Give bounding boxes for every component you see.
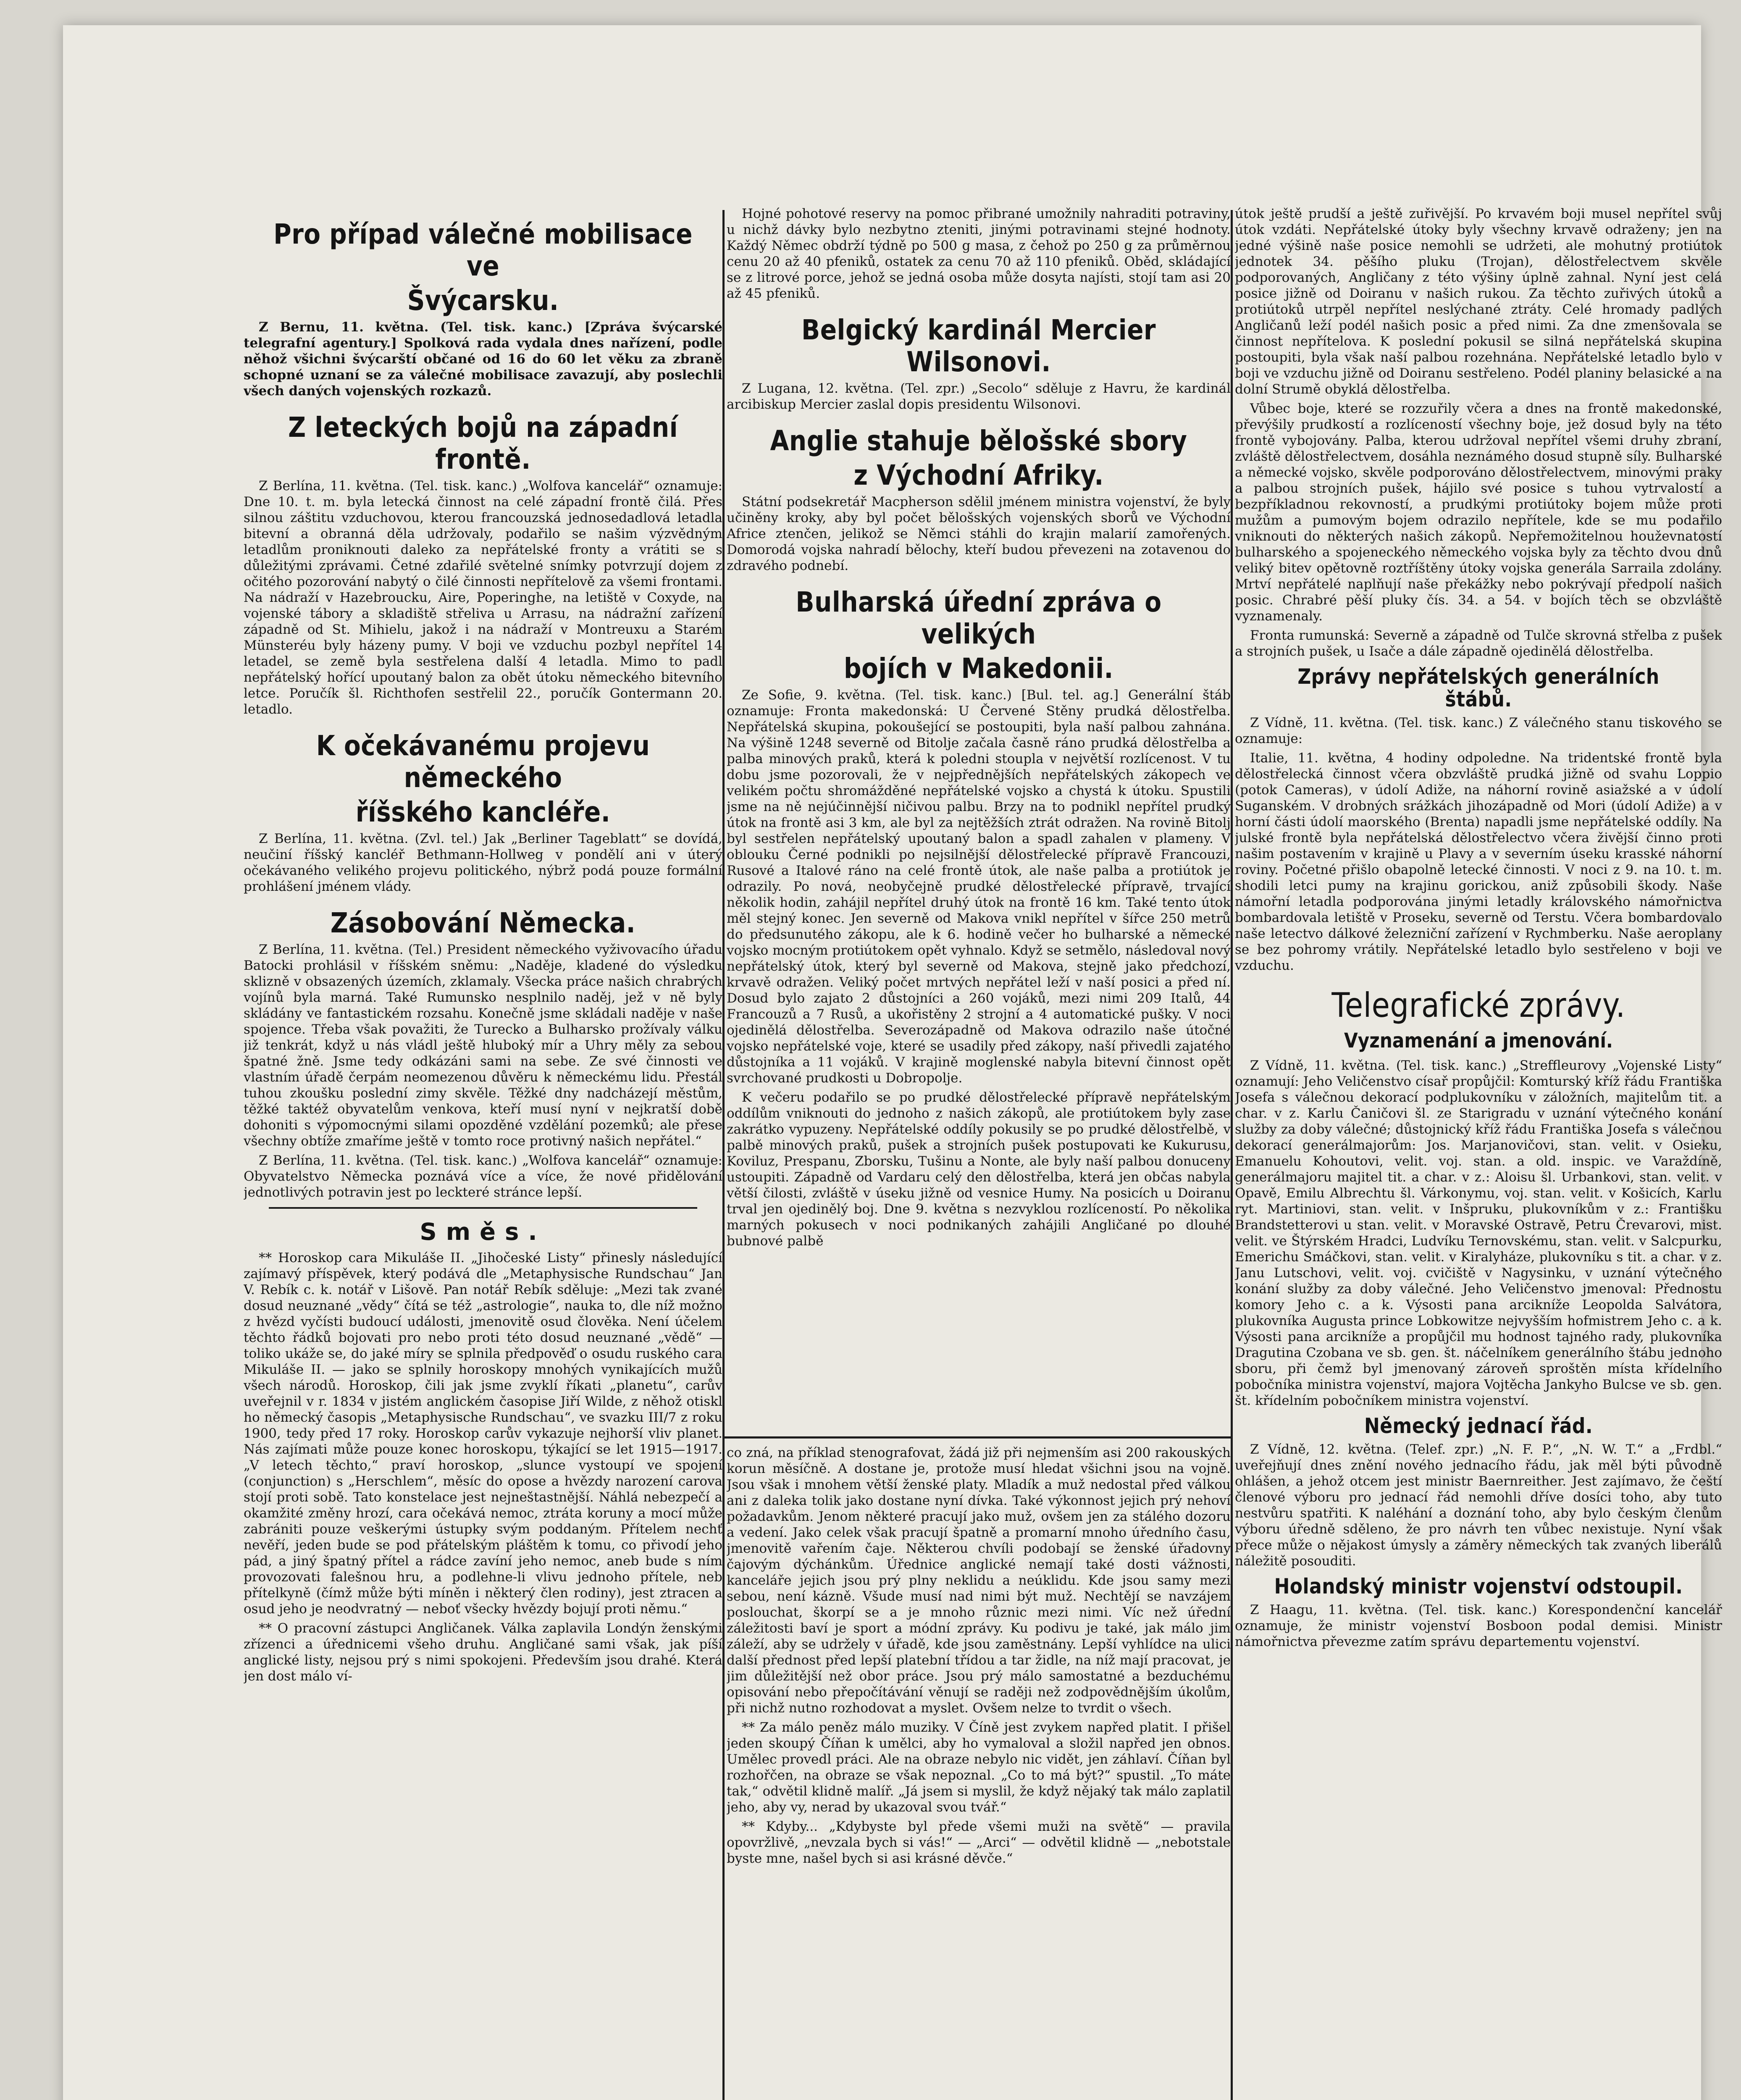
article-makedonie: Vůbec boje, které se rozzuřily včera a dnes na frontě makedonské, převýšily prudkostí a rozlíceností všechny boje, jež dosud byly na této frontě vybojovány. Palba, kterou udržoval nepřítel všemi druhy zbraní, zvláště dělostřelectvem, dosáhla neznámého dosud stupně síly. Bulharské a německé vojsko, skvěle podporováno dělostřelectvem, minovými praky a palbou strojních pušek, hájilo své posice s tuhou vytrvalostí a bezpříkladnou rekovností, a prudkými protiútoky bojem může proti mužům a pumovým bojem odrazilo nepřítele, kde se mu podařilo vniknouti do některých našich zákopů. Nepřemožitelnou houževnatostí bulharského a spojeneckého německého vojska byly za těchto dvou dnů veliký bitev opětovně roztříštěny útoky vojska generála Sarraila zdolány. Mrtví nepřátelé naplňují naše překážky nebo pokrývají předpolí našich posic. Chrabré pěší pluky čís. 34. a 54. v bojích těch se obzvláště vyznamenaly. [1235,401,1722,624]
article-anglie: Státní podsekretář Macpherson sdělil jménem ministra vojenství, že byly učiněny kroky, aby byl počet bělošských vojenských sborů ve Východní Africe ztenčen, jelikož se Němci stáhli do krajin malarií zamořených. Domorodá vojska nahradí bělochy, kteří budou převezeni na zotavenou do zdravého podnebí. [727,494,1231,573]
article-letecke-boje: Z Berlína, 11. května. (Tel. tisk. kanc.) „Wolfova kancelář“ oznamuje: Dne 10. t. m. byla letecká činnost na celé západní frontě čilá. Přes silnou záštitu vzduchovou, kterou francouzská jednosedadlová letadla bitevní a obranná děla udržovaly, podařilo se našim výzvědným letadlům proniknouti daleko za nepřátelské fronty a vrátiti se s důležitými zprávami. Četné zdařilé světelné snímky potvrzují dojem z očitého pozorování nabytý o čilé činnosti nepřítelově za všemi frontami. Na nádraží v Hazebroucku, Aire, Poperinghe, na letiště v Coxyde, na vojenské tábory a skladiště střeliva u Arrasu, na nádražní zařízení západně od St. Mihielu, jakož i na nádraží v Montreuxu a Starém Münsteréu byly házeny pumy. V boji ve vzduchu pozbyl nepřítel 14 letadel, se země byla sestřelena další 4 letadla. Mimo to padl nepřátelský hořící upoutaný balon za obět útoku německého bitevního letce. Poručík šl. Richthofen sestřelil 22., poručík Gontermann 20. letadlo. [244,478,722,717]
column-right [1235,206,1722,2100]
article-holandsky-ministr: Z Haagu, 11. května. (Tel. tisk. kanc.) Korespondenční kancelář oznamuje, že ministr vojenství Bosboon podal demisi. Ministr námořnictva převezme zatím správu departementu vojenství. [1235,1602,1722,1649]
article-bulharska-1: Ze Sofie, 9. května. (Tel. tisk. kanc.) [Bul. tel. ag.] Generální štáb oznamuje: Fronta makedonská: U Červené Stěny prudká dělostřelba. Nepřátelská skupina, pokoušející se postoupiti, byla naší palbou zahnána. Na výšině 1248 severně od Bitolje začala časně ráno prudká dělostřelba a palba minových praků, která k poledni stoupla v největší rozlícenost. V tu dobu jsme pozorovali, že v nejpřednějších nepřátelských zákopech ve velikém počtu shromážděné nepřátelské vojsko a chystá k útoku. Spustili jsme na ně nejúčinnější ničivou palbu. Brzy na to podnikl nepřítel prudký útok na frontě asi 3 km, ale byl za nejtěžších ztrát odražen. Na rovině Bitolj byl sestřelen nepřátelský upoutaný balon a spadl zahalen v plameny. V oblouku Černé podnikli po nejsilnější dělostřelecké přípravě Francouzi, Rusové a Italové ráno na celé frontě útok, ale naše palba a protiútok je odrazily. Po nová, neobyčejně prudké dělostřelecké přípravě, trvající několik hodin, zahájil nepřítel druhý útok na frontě 16 km. Také tento útok měl stejný konec. Jen severně od Makova vnikl nepřítel v šířce 250 metrů do předsunutého zákopu, ale k 6. hodině večer ho bulharské a německé vojsko mocným protiútokem opět vyhnalo. Když se setmělo, následoval nový nepřátelský útok, který byl severně od Makova, stejně jako předchozí, krvavě odražen. Veliký počet mrtvých nepřátel leží v naší posici a před ní. Dosud bylo zajato 2 důstojníci a 260 vojáků, mezi nimi 209 Italů, 44 Francouzů a 7 Rusů, a ukořistěny 2 strojní a 4 automatické pušky. V noci ojedinělá dělostřelba. Severozápadně od Makova odrazilo naše útočné vojsko nepřátelské voje, které se usadily před zákopy, naší přivedli zajatého důstojníka a 11 vojáků. V krajině moglenské nabyla bitevní činnost opět svrchované prudkosti u Dobropolje. [727,688,1231,1086]
headline-anglie-2: z Východní Afriky. [853,459,1104,491]
headline-projev-kanclere: K očekávanému projevu německého [316,730,650,794]
newspaper-page [63,25,1722,2100]
section-divider [269,1207,697,1209]
section-rule [725,1436,1231,1438]
column-middle-lower [727,1445,1231,2100]
article-zasobovani-2: Z Berlína, 11. května. (Tel. tisk. kanc.) „Wolfova kancelář“ oznamuje: Obyvatelstvo Německa poznává více a více, že nové přidělování jednotlivých potravin jest po leckteré stránce lepší. [244,1153,722,1200]
article-reservy: Hojné pohotové reservy na pomoc přibrané umožnily nahraditi potraviny, u nichž dávky bylo nezbytno zteniti, jinými potravinami stejné hodnoty. Každý Němec obdrží týdně po 500 g masa, z čehož po 250 g za průměrnou cenu 20 až 40 pfeniků, ostatek za cenu 70 až 110 pfeniků. Oběd, skládající se z litrové porce, jehož se jedná osoba může dosyta najísti, stojí tam asi 20 až 45 pfeniků. [727,206,1231,301]
article-zpravy-1: Z Vídně, 11. května. (Tel. tisk. kanc.) Z válečného stanu tiskového se oznamuje: [1235,715,1722,746]
article-kdyby: ** Kdyby... „Kdybyste byl přede všemi muži na světě“ — pravila opovržlivě, „nevzala bych si vás!“ — „Arci“ — odvětil klidně — „nebotstale byste mne, našel bych si asi krásné děvče.“ [727,1819,1231,1866]
headline-mobilisace-2: Švýcarsku. [407,284,559,317]
column-rule [1231,210,1233,2100]
article-projev-kanclere: Z Berlína, 11. května. (Zvl. tel.) Jak „Berliner Tageblatt“ se dovídá, neučiní říšský kancléř Bethmann-Hollweg v pondělí ani v úterý očekávaného velikého projevu politického, nýbrž podá pouze formální prohlášení jménem vlády. [244,831,722,894]
article-jednaci-rad: Z Vídně, 12. května. (Telef. zpr.) „N. F. P.“, „N. W. T.“ a „Frdbl.“ uveřejňují dnes znění nového jednacího řádu, jak měl býti původně ohlášen, a jehož otcem jest ministr Baernreither. Jest zajímavo, že čeští členové výboru pro jednací řád nemohli dříve dosíci toho, aby tuto nestvůru spatřiti. K naléhání a doznání toho, aby bylo českým členům výboru úředně sděleno, že pro návrh ten vůbec nexistuje. Nyní však přece může o nějakost úmysly a záměry německých tak zvaných liberálů náležitě posouditi. [1235,1442,1722,1569]
article-mobilisace: Z Bernu, 11. května. (Tel. tisk. kanc.) [Zpráva švýcarské telegrafní agentury.] Spolková rada vydala dnes nařízení, podle něhož všichni švýcarští občané od 16 do 60 let věku za zbraně schopné uznaní se za válečné mobilisace zavazují, aby poslechli všech daných vojenských rozkazů. [244,320,722,399]
headline-mobilisace: Pro případ válečné mobilisace ve [273,218,693,282]
article-zastupce: ** O pracovní zástupci Angličanek. Válka zaplavila Londýn ženskými zřízenci a úřednicemi všeho druhu. Angličané sami však, jak píší anglické listy, nejsou prý s nimi spokojeni. Především jsou drahé. Která jen dost málo ví- [244,1621,722,1684]
article-bulharska-2: K večeru podařilo se po prudké dělostřelecké přípravě nepřátelským oddílům vniknouti do jednoho z našich zákopů, ale protiútokem byly zase zakrátko vypuzeny. Nepřátelské oddíly pokusily se po prudké dělostřelbě, v palbě minových praků, pušek a strojních pušek postupovati ke Kukurusu, Koviluz, Prespanu, Zborsku, Tušinu a Nonte, ale byly naší palbou donuceny ustoupiti. Západně od Vardaru celý den dělostřelba, která jen občas nabyla větší čilosti, zvláště v úseku jižně od vesnice Humy. Na posicích u Doiranu trval jen ojedinělý boj. Dne 9. května s nezvyklou rozlíceností. Po několika marných pokusech v noci podnikaných zahájili Angličané po dlouhé bubnové palbě [727,1090,1231,1249]
headline-bulharska-2: bojích v Makedonii. [844,652,1113,685]
headline-jednaci-rad: Německý jednací řád. [1364,1414,1593,1438]
article-muziky: ** Za málo peněz málo muziky. V Číně jest zvykem napřed platit. I přišel jeden skoupý Číňan k umělci, aby ho vymaloval a složil napřed jen obnos. Umělec provedl práci. Ale na obraze nebylo nic vidět, jen záhlaví. Číňan byl rozhořčen, na obraze se však nepoznal. „Co to má být?“ spustil. „To máte tak,“ odvětil klidně malíř. „Já jsem si myslil, že když nějaký tak málo zaplatil jeho, aby vy, nerad by ukazoval svou tvář.“ [727,1720,1231,1815]
headline-smes: Směs. [420,1218,546,1246]
headline-projev-kanclere-2: říšského kancléře. [355,796,611,828]
article-horoskop: ** Horoskop cara Mikuláše II. „Jihočeské Listy“ přinesly následující zajímavý příspěvek, který podává dle „Metaphysische Rundschau“ Jan V. Rebík c. k. notář v Lišově. Pan notář Rebík sděluje: „Mezi tak zvané dosud neuznané „vědy“ čítá se též „astrologie“, nauka to, dle níž možno z hvězd vyčísti budoucí události, jmenovitě osud člověka. Není účelem těchto řádků bojovati pro nebo proti této dosud neuznané „vědě“ — toliko ukáže se, do jaké míry se splnila předpověď o osudu ruského cara Mikuláše II. — jako se splnily horoskopy mnohých vynikajících mužů všech národů. Horoskop, čili jak jsme zvyklí říkati „planetu“, carův uveřejnil v r. 1834 v jistém anglickém časopise Jiří Wilde, z něhož otiskl ho německý časopis „Metaphysische Rundschau“, ve svazku III/7 z roku 1900, tedy před 17 roky. Horoskop carův vykazuje nejhorší vliv planet. Nás zajímati může pouze konec horoskopu, týkající se let 1915—1917. „V letech těchto,“ praví horoskop, „slunce vystoupí ve spojení (conjunction) s „Herschlem“, měsíc do opose a hvězdy narození carova stojí proti sobě. Tato konstelace jest nejneštastnější. Náhlá nebezpečí a okamžité změny hrozí, cara očekává nemoc, ztráta koruny a mocí může zabrániti pouze veškerými ústupky svým poddaným. Přítelem nechť nevěří, jeden bude se pod přátelským pláštěm k tomu, co přivodí jeho pád, a jiný špatný přítel a rádce zavíní jeho nemoc, aneb bude s ním provozovati falešnou hru, a podlehne-li vlivu jednoho přítele, neb přítelkyně (čímž může býti míněn i některý člen rodiny), jest ztracen a osud jeho je neodvratný — neboť všecky hvězdy bojují proti němu.“ [244,1250,722,1617]
article-zasobovani-1: Z Berlína, 11. května. (Tel.) President německého vyživovacího úřadu Batocki prohlásil v říšském sněmu: „Naděje, kladené do výsledku sklizně v obsazených územích, zklamaly. Všecka práce našich chrabrých vojínů byla marná. Také Rumunsko nesplnilo naděj, jež v ně byly skládány ve fantastickém rozsahu. Konečně jsme skládali naděje v naše spojence. Třeba však považiti, že Turecko a Bulharsko prožívaly válku již tenkrát, když u nás vládl ještě hluboký mír a Uhry měly za sebou špatné žně. Jsme tedy odkázáni sami na sebe. Ze své činnosti ve vlastním úřadě čerpám neomezenou důvěru k německému lidu. Přestál tuhou zkoušku poslední zimy skvěle. Těžké dny nadcházejí městům, těžké taktéž obyvatelům venkova, kteří musí nyní v nejkratší době dohoniti s výpomocnými silami opozděné vzdělání pozemků; ale přese všechny obtíže zmaříme ještě v tomto roce protivný našich nepřátel.“ [244,942,722,1149]
headline-letecke-boje: Z leteckých bojů na západní frontě. [288,411,678,475]
article-dojran: útok ještě prudší a ještě zuřivější. Po krvavém boji musel nepřítel svůj útok vzdáti. Nepřátelské útoky byly všechny krvavě odraženy; jen na jedné výšině naše posice nemohli se udržeti, ale mohutný protiútok jednotek 34. pěšího pluku (Trojan), dělostřelectvem skvěle podporovaných, Angličany z této výšiny úplně zahnal. Nyní jest celá posice jižně od Doiranu v našich rukou. Za těchto zuřivých útoků a protiútoků utrpěl nepřítel neslýchané ztráty. Celé hromady padlých Angličanů leží podél našich posic a před nimi. Za dne zmenšovala se činnost nepřítelova. K poslední pokusil se silná nepřátelská skupina postoupiti, byla však naší palbou rozehnána. Nepřátelské letadlo bylo v boji ve vzduchu jižně od Doiranu sestřeleno. Podél planiny belasické a na dolní Strumě obyklá dělostřelba. [1235,206,1722,397]
headline-zpravy-stabu: Zprávy nepřátelských generálních štábů. [1297,664,1660,711]
headline-mercier: Belgický kardinál Mercier Wilsonovi. [801,314,1156,378]
column-left [244,206,722,2100]
headline-anglie: Anglie stahuje bělošské sbory [770,425,1187,457]
headline-vyznamenani: Vyznamenání a jmenování. [1344,1029,1613,1053]
article-mercier: Z Lugana, 12. května. (Tel. zpr.) „Secolo“ sděluje z Havru, že kardinál arcibiskup Mercier zaslal dopis presidentu Wilsonovi. [727,381,1231,412]
column-middle [727,206,1231,1432]
article-stenograf: co zná, na příklad stenografovat, žádá již při nejmenším asi 200 rakouských korun měsíčně. A dostane je, protože musí hledat všichni jsou na vojně. Jsou však i mnohem větší ženské platy. Mladík a muž nedostal před válkou ani z daleka tolik jako dostane nyní dívka. Také výkonnost jejich prý nehoví požadavkům. Jenom některé pracují jako muž, ovšem jen za stálého dozoru a vedení. Jako celek však pracují špatně a promarní mnoho úředního času, jmenovitě vařením čaje. Některou chvíli podobají se ženské úřadovny čajovým dýchánkům. Úřednice anglické nemají také dosti vážnosti, kanceláře jejich jsou prý plny neklidu a neúklidu. Kde jsou samy mezi sebou, není kázně. Všude musí nad nimi být muž. Nechtějí se navzájem poslouchat, škorpí se a je mnoho různic mezi nimi. Víc než úřední záležitosti baví je sport a módní zprávy. Ku podivu je také, jak málo jim záleží, aby se udržely v úřadě, kde jsou zaměstnány. Lepší vyhlídce na ulici další přednost před lepší platební třídou a tar židle, na níž mají pracovat, je jim důležitější než obor práce. Jsou prý málo samostatné a bezduchému opisování nebo přepočítávání věnují se raději než zodpovědnějším úkolům, při nichž nutno rozhodovat a myslet. Ovšem nelze to tvrdit o všech. [727,1445,1231,1716]
article-rumunska: Fronta rumunská: Severně a západně od Tulče skrovná střelba z pušek a strojních pušek, u Isače a dále západně ojedinělá dělostřelba. [1235,628,1722,659]
column-rule [722,210,725,2100]
headline-holandsky-ministr: Holandský ministr vojenství odstoupil. [1274,1574,1683,1599]
article-vyznamenani: Z Vídně, 11. května. (Tel. tisk. kanc.) „Streffleurovy „Vojenské Listy“ oznamují: Jeho Veličenstvo císař propůjčil: Komturský kříž řádu Františka Josefa s válečnou dekorací podplukovníku v záložních, majitelům tit. a char. v z. Karlu Čaničovi šl. ze Starigradu v uznání výtečného konání služby za doby válečné; důstojnický kříž řádu Františka Josefa s válečnou dekorací generálmajorům: Jos. Marjanovičovi, stan. velit. v Osieku, Emanuelu Kohoutovi, velit. voj. stan. a old. inspic. ve Varaždíně, generálmajoru majitel tit. a char. v z.: Aloisu šl. Urbankovi, stan. velit. v Opavě, Emilu Albrechtu šl. Várkonymu, voj. stan. velit. v Košicích, Karlu ryt. Martiniovi, stan. velit. v Inšpruku, plukovníkům v z.: Františku Brandstetterovi u stan. velit. v Moravské Ostravě, Petru Črevarovi, mist. velit. ve Štýrském Hradci, Ludvíku Ternovskému, stan. velit. v Salcpurku, Emerichu Smáčkovi, stan. velit. v Kiralyháze, plukovníku s tit. a char. v z. Janu Lutschovi, velit. voj. cvičiště v Nagysinku, v uznání výtečného konání služby za doby válečné. Jeho Veličenstvo jmenoval: Přednostu komory Jeho c. a k. Výsosti pana arcikníže Leopolda Salvátora, plukovníka Augusta prince Lobkowitze nejvyšším hofmistrem Jeho c. a k. Výsosti pana arcikníže a propůjčil mu hodnost tajného rady, plukovníka Dragutina Czobana ve sb. gen. št. náčelníkem generálního štábu jednoho sboru, při čemž byl jmenovaný zároveň sproštěn místa křídelního pobočníka ministra vojenství, majora Vojtěcha Jankyho Bulcse ve sb. gen. št. křídelním pobočníkem ministra vojenství. [1235,1058,1722,1408]
headline-zasobovani: Zásobování Německa. [330,907,636,939]
headline-bulharska: Bulharská úřední zpráva o velikých [796,586,1162,650]
article-zpravy-2: Italie, 11. května, 4 hodiny odpoledne. Na tridentské frontě byla dělostřelecká činnost včera obzvláště prudká jižně od svahu Loppio (potok Cameras), v údolí Adiže, na náhorní rovině asiažské a v údolí Suganském. V drobných srážkách jihozápadně od Mori (údolí Adiže) a v horní části údolí maorského (Brenta) napadli jsme nepřátelské oddíly. Na julské frontě byla nepřátelská dělostřelectvo včera živější činno proti našim postavením v krajině u Plavy a v severním úseku krasské náhorní roviny. Početné přišlo obapolně letecké činnosti. V noci z 9. na 10. t. m. shodili letci pumy na krajinu gorickou, aniž způsobili škody. Naše námořní letadla podporována jinými letadly královského námořnictva bombardovala letiště v Proseku, severně od Terstu. Včera bombardovalo naše letectvo dálkové železniční zařízení v Rychmberku. Naše aeroplany se bez pohromy vrátily. Nepřátelské letadlo bylo sestřeleno v boji ve vzduchu. [1235,751,1722,973]
headline-telegraficke-zpravy: Telegrafické zprávy. [1331,986,1625,1025]
